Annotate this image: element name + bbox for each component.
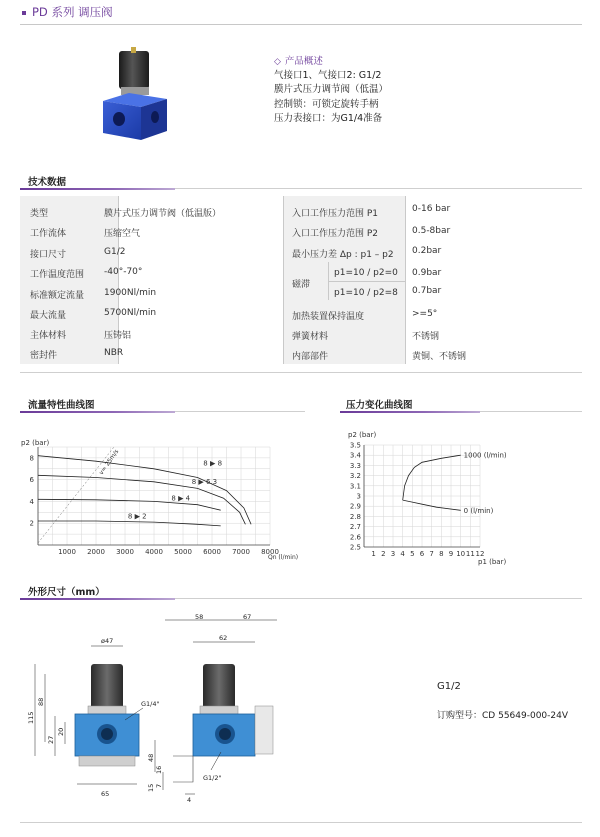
y-tick-label: 2.9 (349, 502, 361, 511)
overview-line: 气接口1、气接口2: G1/2 (274, 70, 382, 82)
tech-left-value: 压铸铝 (104, 331, 132, 341)
order-label: 订购型号： (437, 711, 483, 721)
x-tick-label: 4000 (145, 548, 163, 556)
x-tick-label: 6000 (203, 548, 221, 556)
tech-left-value: 1900Nl/min (104, 288, 157, 298)
dim-16: 16 (155, 765, 163, 774)
x-tick-label: 3 (390, 550, 396, 558)
pressure-chart (340, 425, 507, 575)
tech-right-value: 0-16 bar (412, 204, 451, 214)
x-tick-label: 1000 (58, 548, 76, 556)
tech-section-bar (20, 188, 175, 190)
divider (405, 196, 406, 364)
dim-27: 27 (47, 735, 55, 744)
y-tick-label: 8 (29, 454, 34, 463)
order-code-value: CD 55649-000-24V (482, 711, 569, 721)
dim-d47: ø47 (101, 637, 114, 645)
flow-chart-title: 流量特性曲线图 (28, 400, 95, 411)
dim-15: 15 (147, 783, 155, 792)
tech-left-label: 接口尺寸 (30, 250, 67, 260)
dim-48: 48 (147, 753, 155, 762)
dim-115: 115 (27, 711, 35, 724)
hysteresis-label: 磁滞 (292, 280, 311, 290)
y-tick-label: 3.1 (349, 482, 361, 491)
hysteresis-value: 0.7bar (412, 286, 442, 296)
x-tick-label: 11 (465, 550, 475, 558)
overview-title: ◇ 产品概述 (274, 56, 323, 67)
dimension-drawing (25, 612, 325, 807)
hysteresis-value: 0.9bar (412, 268, 442, 278)
x-tick-label: 7000 (232, 548, 250, 556)
tech-right-label: 内部部件 (292, 352, 329, 362)
hysteresis-cond: p1=10 / p2=8 (334, 288, 398, 298)
pressure-chart-title: 压力变化曲线图 (346, 400, 413, 411)
tech-left-label: 工作温度范围 (30, 270, 85, 280)
tech-left-label: 主体材料 (30, 331, 67, 341)
tech-right-label: 加热装置保持温度 (292, 312, 365, 322)
dim-58: 58 (195, 613, 204, 621)
series-label: 8 ▶ 4 (171, 494, 191, 503)
x-tick-label: 2000 (87, 548, 105, 556)
pressure-grid (364, 445, 480, 547)
pressure-series (403, 452, 507, 515)
product-overview (274, 55, 388, 126)
front-view (35, 646, 143, 784)
port-label: G1/2 (437, 681, 461, 692)
title-bullet-icon (22, 11, 26, 15)
overview-line: 压力表接口：为G1/4准备 (274, 112, 383, 124)
footer-rule (20, 822, 582, 823)
y-tick-label: 3.5 (349, 441, 361, 450)
x-axis-title: Qn (l/min) (268, 554, 299, 561)
tech-left-label: 标准额定流量 (30, 291, 85, 301)
x-axis-title: p1 (bar) (478, 558, 507, 566)
flow-section-rule (175, 411, 305, 412)
tech-right-value: 0.2bar (412, 246, 442, 256)
series-label: 0 (l/min) (463, 506, 494, 515)
diamond-icon: ◇ (274, 57, 281, 67)
series-label: 1000 (l/min) (463, 451, 507, 460)
x-tick-label: 1 (371, 550, 376, 558)
tech-right-label: 入口工作压力范围 P1 (292, 209, 379, 219)
flow-section-bar (20, 411, 175, 413)
x-tick-label: 7 (429, 550, 434, 558)
dims-section-rule (175, 598, 582, 599)
tech-right-value: 不锈钢 (412, 332, 440, 342)
tech-left-label: 最大流量 (30, 311, 67, 321)
dim-20: 20 (57, 727, 65, 736)
series-label: 8 ▶ 6.3 (191, 478, 218, 487)
y-tick-label: 3.4 (349, 451, 361, 460)
tech-left-value: NBR (104, 348, 124, 358)
tech-left-value: 5700Nl/min (104, 308, 157, 318)
hysteresis-cond: p1=10 / p2=0 (334, 268, 398, 278)
overview-line: 膜片式压力调节阀（低温） (274, 84, 389, 96)
tech-left-value: G1/2 (104, 247, 126, 257)
y-tick-label: 2.5 (349, 543, 361, 552)
tech-left-label: 工作流体 (30, 229, 67, 239)
y-tick-label: 3.2 (349, 472, 361, 481)
y-tick-label: 2.8 (349, 512, 361, 521)
tech-right-value: 0.5-8bar (412, 226, 451, 236)
pressure-section-bar (340, 411, 480, 413)
tech-left-value: 膜片式压力调节阀（低温版） (104, 209, 222, 219)
dim-g14: G1/4" (141, 700, 160, 708)
y-tick-label: 2.6 (349, 533, 361, 542)
dim-7: 7 (155, 783, 163, 788)
tech-left-value: -40°-70° (104, 267, 143, 277)
page-title: PD 系列 调压阀 (22, 4, 113, 20)
series-label: 8 ▶ 2 (127, 512, 147, 521)
dim-4: 4 (187, 796, 192, 804)
y-axis-title: p2 (bar) (348, 431, 377, 439)
y-tick-label: 6 (29, 476, 34, 485)
dim-65: 65 (101, 790, 110, 798)
x-tick-label: 5 (410, 550, 415, 558)
flow-chart (18, 435, 310, 565)
tech-left-label: 密封件 (30, 351, 58, 361)
tech-section-rule (175, 188, 582, 189)
dim-g12: G1/2" (203, 774, 222, 782)
y-tick-label: 3.3 (349, 461, 361, 470)
x-tick-label: 6 (419, 550, 425, 558)
tech-right-label: 入口工作压力范围 P2 (292, 229, 379, 239)
x-tick-label: 8 (439, 550, 444, 558)
x-tick-label: 4 (400, 550, 405, 558)
x-tick-label: 3000 (116, 548, 134, 556)
x-tick-label: 9 (448, 550, 454, 558)
x-tick-label: 2 (381, 550, 386, 558)
dim-62: 62 (219, 634, 228, 642)
tech-right-value: 黄铜、不锈钢 (412, 352, 467, 362)
tech-right-label: 弹簧材料 (292, 332, 329, 342)
pressure-section-rule (480, 411, 582, 412)
header-rule (20, 24, 582, 25)
product-photo (95, 45, 175, 145)
x-tick-label: 10 (456, 550, 466, 558)
y-tick-label: 4 (29, 497, 34, 506)
series-label: 8 ▶ 8 (203, 459, 223, 468)
dims-section-bar (20, 598, 175, 600)
tech-section-title: 技术数据 (28, 177, 67, 188)
side-view (155, 620, 277, 794)
divider (328, 281, 405, 282)
section-rule (20, 372, 582, 373)
dim-67: 67 (243, 613, 252, 621)
y-tick-label: 2 (29, 519, 34, 528)
x-tick-label: 8000 (261, 548, 279, 556)
y-tick-label: 3 (356, 492, 361, 501)
overview-line: 控制锁：可锁定旋转手柄 (274, 98, 379, 110)
dimensions-title: 外形尺寸（mm） (28, 587, 105, 598)
y-axis-title: p2 (bar) (21, 439, 50, 447)
flow-grid (38, 447, 270, 545)
velocity-line (38, 447, 114, 543)
tech-right-label: 最小压力差 Δp : p1 – p2 (292, 250, 394, 260)
y-tick-label: 2.7 (349, 523, 361, 532)
dim-88: 88 (37, 697, 45, 706)
x-tick-label: 5000 (174, 548, 192, 556)
order-code (437, 708, 568, 721)
divider (283, 196, 284, 364)
tech-left-label: 类型 (30, 209, 49, 219)
tech-right-value: >=5° (412, 309, 438, 319)
tech-left-value: 压缩空气 (104, 229, 141, 239)
x-tick-label: 12 (475, 550, 485, 558)
velocity-annotation: v= 25m/s (97, 448, 121, 477)
